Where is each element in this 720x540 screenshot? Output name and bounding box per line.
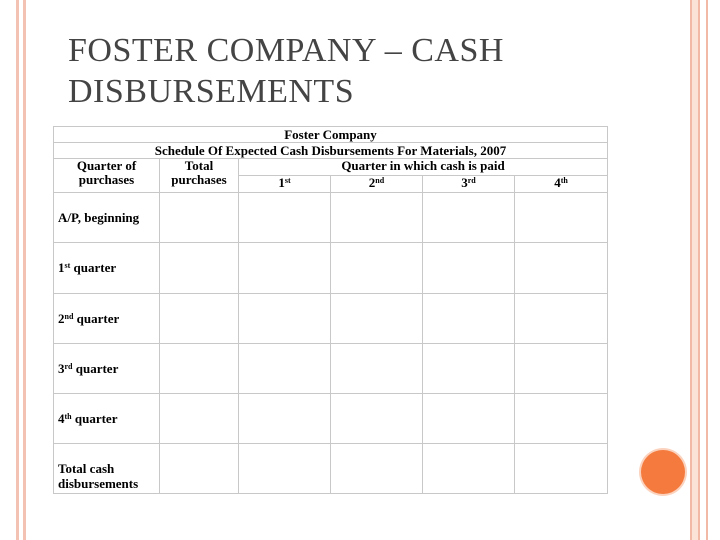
header-q1-sup: st (284, 176, 291, 185)
header-q2-sup: nd (375, 176, 385, 185)
table-cell (160, 444, 239, 494)
slide-title-line2: DISBURSEMENTS (68, 73, 355, 110)
table-cell (239, 193, 331, 243)
row-q2-num: 2 (58, 311, 65, 326)
cash-disbursements-schedule (53, 126, 608, 494)
table-cell (331, 394, 423, 444)
row-q1-text: quarter (70, 260, 117, 275)
table-row (54, 294, 608, 344)
row-label-total-cash (54, 444, 160, 494)
header-q2-num: 2 (368, 175, 376, 190)
table-cell (423, 243, 515, 294)
row-label-ap-beginning: A/P, beginning (54, 193, 160, 243)
header-q2 (331, 176, 423, 193)
right-rail-line (690, 0, 692, 540)
slide-title-line1: FOSTER COMPANY – CASH (68, 32, 504, 69)
row-q4-text: quarter (71, 411, 118, 426)
row-label-q1 (54, 243, 160, 294)
header-quarter-of-purchases (54, 159, 160, 193)
table-cell (160, 344, 239, 394)
row-total-line2: disbursements (58, 476, 139, 491)
table-cell (331, 243, 423, 294)
row-q1-num: 1 (58, 260, 65, 275)
row-q1-sup: st (64, 261, 71, 270)
header-q4 (515, 176, 608, 193)
header-total-line2: purchases (171, 172, 227, 187)
table-row (54, 444, 608, 494)
decorative-orange-circle (641, 450, 685, 494)
right-rail-line (706, 0, 708, 540)
table-cell (515, 394, 608, 444)
header-q4-sup: th (560, 176, 568, 185)
header-quarter-paid: Quarter in which cash is paid (239, 159, 608, 176)
row-q4-sup: th (64, 412, 72, 421)
row-q3-num: 3 (58, 361, 65, 376)
table-cell (239, 444, 331, 494)
table-row (54, 243, 608, 294)
header-total-line1: Total (184, 158, 214, 173)
table-row (54, 193, 608, 243)
table-cell (515, 294, 608, 344)
table-cell (515, 193, 608, 243)
table-row (54, 394, 608, 444)
right-rail-line (698, 0, 700, 540)
table-cell (515, 243, 608, 294)
row-label-q3 (54, 344, 160, 394)
table-cell (331, 294, 423, 344)
table-cell (160, 243, 239, 294)
header-quarter-line2: purchases (78, 172, 135, 187)
row-label-q2 (54, 294, 160, 344)
header-q1-num: 1 (278, 175, 285, 190)
row-q2-text: quarter (73, 311, 120, 326)
left-rail-line (23, 0, 26, 540)
row-total-line1: Total cash (58, 461, 115, 476)
left-rail-line (16, 0, 19, 540)
table-cell (239, 394, 331, 444)
table-company-name: Foster Company (54, 127, 608, 143)
header-q4-num: 4 (554, 175, 561, 190)
table-row (54, 344, 608, 394)
row-q3-sup: rd (64, 362, 73, 371)
table-cell (160, 294, 239, 344)
table-cell (423, 344, 515, 394)
row-q3-text: quarter (72, 361, 119, 376)
header-total-purchases (160, 159, 239, 193)
table-cell (423, 294, 515, 344)
table-cell (239, 344, 331, 394)
row-q4-num: 4 (58, 411, 65, 426)
table-cell (331, 344, 423, 394)
table-subtitle: Schedule Of Expected Cash Disbursements For Materials, 2007 (54, 143, 608, 159)
header-q3-sup: rd (467, 176, 476, 185)
slide-title (68, 30, 628, 112)
table-cell (515, 344, 608, 394)
table-cell (515, 444, 608, 494)
table-cell (239, 243, 331, 294)
header-quarter-line1: Quarter of (76, 158, 137, 173)
table-cell (160, 394, 239, 444)
header-q3-num: 3 (461, 175, 468, 190)
row-label-q4 (54, 394, 160, 444)
table-cell (331, 444, 423, 494)
table-cell (423, 394, 515, 444)
table-cell (239, 294, 331, 344)
row-q2-sup: nd (64, 312, 74, 321)
header-q3 (423, 176, 515, 193)
table-cell (331, 193, 423, 243)
table-cell (423, 444, 515, 494)
table-cell (423, 193, 515, 243)
header-q1 (239, 176, 331, 193)
table-cell (160, 193, 239, 243)
